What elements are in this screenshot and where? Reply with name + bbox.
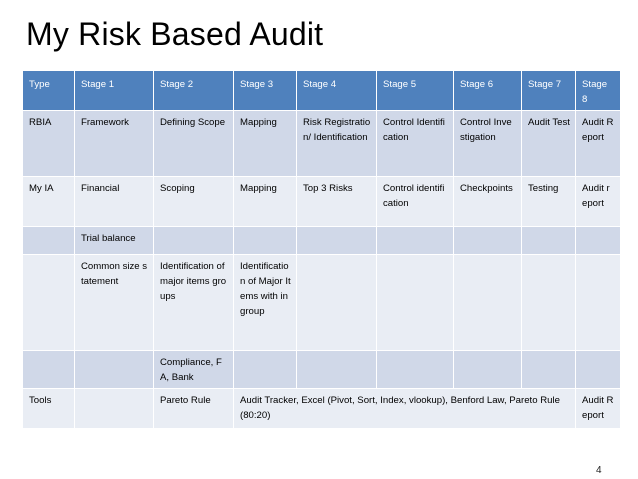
risk-audit-table: [22, 70, 621, 429]
table-cell: [234, 351, 297, 389]
table-cell-tools-stage8: Audit Report: [576, 389, 621, 429]
table-row: [23, 177, 621, 227]
table-cell: [454, 255, 522, 351]
table-cell: [23, 255, 75, 351]
page-number: 4: [596, 465, 602, 476]
table-cell: Financial: [75, 177, 154, 227]
table-cell: Checkpoints: [454, 177, 522, 227]
table-cell: [377, 351, 454, 389]
table-cell: Identification of major items groups: [154, 255, 234, 351]
table-cell: [522, 255, 576, 351]
table-cell: Audit report: [576, 177, 621, 227]
table-cell: [23, 227, 75, 255]
table-row: [23, 111, 621, 177]
table-cell: [154, 227, 234, 255]
table-cell: Defining Scope: [154, 111, 234, 177]
table-cell: [23, 351, 75, 389]
table-cell: [234, 227, 297, 255]
table-cell: Common size statement: [75, 255, 154, 351]
table-cell: [297, 351, 377, 389]
table-cell: [75, 351, 154, 389]
table-cell: Audit Report: [576, 111, 621, 177]
table-cell: Trial balance: [75, 227, 154, 255]
table-cell: Framework: [75, 111, 154, 177]
table-row: [23, 351, 621, 389]
table-cell: RBIA: [23, 111, 75, 177]
table-row: [23, 255, 621, 351]
table-cell: My IA: [23, 177, 75, 227]
table-header-cell: Stage 4: [297, 71, 377, 111]
table-header-cell: Stage 6: [454, 71, 522, 111]
table-header-cell: Type: [23, 71, 75, 111]
table-cell: [576, 227, 621, 255]
table-cell: [297, 255, 377, 351]
table-cell: Control identification: [377, 177, 454, 227]
table-header-cell: Stage 5: [377, 71, 454, 111]
table-header-cell: Stage 2: [154, 71, 234, 111]
table-cell: [377, 255, 454, 351]
table-cell: [377, 227, 454, 255]
table-cell: Control Investigation: [454, 111, 522, 177]
table-header-cell: Stage 1: [75, 71, 154, 111]
table-row-tools: [23, 389, 621, 429]
table-header-cell: Stage 7: [522, 71, 576, 111]
table-cell: [576, 351, 621, 389]
table-cell: [454, 351, 522, 389]
table-cell: Testing: [522, 177, 576, 227]
table-cell: Risk Registration/ Identification: [297, 111, 377, 177]
table-cell: Scoping: [154, 177, 234, 227]
table-row: [23, 227, 621, 255]
table-cell: [522, 227, 576, 255]
table-header-row: [23, 71, 621, 111]
table-cell: Identification of Major Items with in group: [234, 255, 297, 351]
table-body: [23, 111, 621, 429]
table-cell-tools-type: Tools: [23, 389, 75, 429]
table-cell-tools-stage1: [75, 389, 154, 429]
table-cell: [454, 227, 522, 255]
table-cell: [576, 255, 621, 351]
table-cell-tools-stage2: Pareto Rule: [154, 389, 234, 429]
table-cell: Mapping: [234, 111, 297, 177]
table-cell: Control Identification: [377, 111, 454, 177]
table-cell-tools-merged: Audit Tracker, Excel (Pivot, Sort, Index, vlookup), Benford Law, Pareto Rule (80:20): [234, 389, 576, 429]
table-cell: Mapping: [234, 177, 297, 227]
table-cell: [522, 351, 576, 389]
table-cell: Compliance, FA, Bank: [154, 351, 234, 389]
table-cell: Audit Test: [522, 111, 576, 177]
table-cell: [297, 227, 377, 255]
table-cell: Top 3 Risks: [297, 177, 377, 227]
table-header-cell: Stage 8: [576, 71, 621, 111]
table-header-cell: Stage 3: [234, 71, 297, 111]
slide-title: My Risk Based Audit: [26, 16, 324, 52]
